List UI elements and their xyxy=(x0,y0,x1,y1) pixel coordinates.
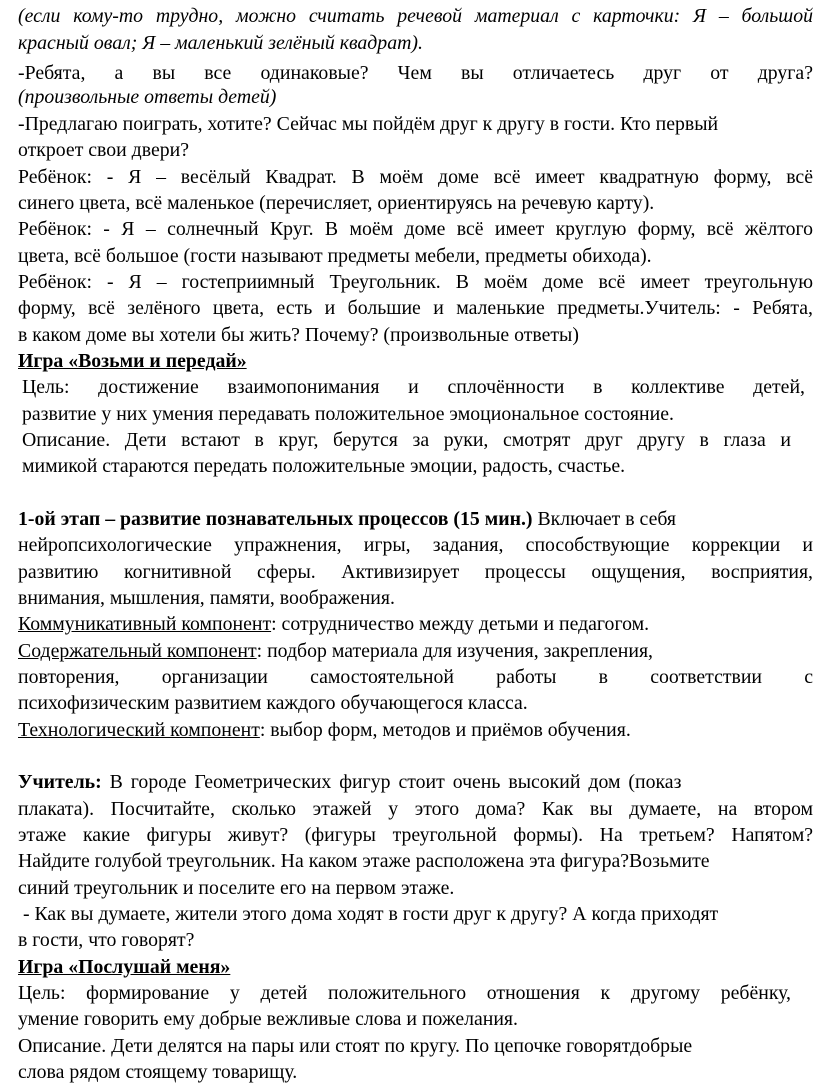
blank-line xyxy=(18,743,813,769)
section-heading: Игра «Возьми и передай» xyxy=(18,350,247,372)
text-line: Описание. Дети делятся на пары или стоят по кругу. По цепочке говорятдобрые xyxy=(18,1035,693,1057)
stage-text: Включает в себя xyxy=(532,508,677,530)
text-line: -Предлагаю поиграть, хотите? Сейчас мы пойдём друг к другу в гости. Кто первый xyxy=(18,113,719,135)
text-line xyxy=(18,611,813,637)
text-line: Описание. Дети встают в круг, берутся за руки, смотрят друг другу в глаза и xyxy=(22,429,791,451)
text-line: внимания, мышления, памяти, воображения. xyxy=(18,587,395,609)
text-line: Цель: достижение взаимопонимания и сплочённости в коллективе детей, xyxy=(22,376,805,398)
text-line: - Как вы думаете, жители этого дома ходят в гости друг к другу? А когда приходят xyxy=(18,903,719,925)
component-label: Содержательный компонент xyxy=(18,640,257,662)
text-line: красный овал; Я – маленький зелёный квадрат). xyxy=(18,32,423,54)
text-line: мимикой стараются передать положительные эмоции, радость, счастье. xyxy=(22,455,626,477)
teacher-label: Учитель: xyxy=(18,771,102,793)
text-line: в гости, что говорят? xyxy=(18,929,195,951)
text-line: Ребёнок: - Я – гостеприимный Треугольник. В моём доме всё имеет треугольную xyxy=(18,271,813,293)
text-line: Ребёнок: - Я – весёлый Квадрат. В моём доме всё имеет квадратную форму, всё xyxy=(18,166,813,188)
text-line: синего цвета, всё маленькое (перечисляет, ориентируясь на речевую карту). xyxy=(18,192,655,214)
component-text: : выбор форм, методов и приёмов обучения. xyxy=(259,719,631,741)
text-line xyxy=(18,717,813,743)
text-line: -Ребята, а вы все одинаковые? Чем вы отличаетесь друг от друга? xyxy=(18,62,813,84)
text-line xyxy=(18,638,813,664)
text-line: Ребёнок: - Я – солнечный Круг. В моём доме всё имеет круглую форму, всё жёлтого xyxy=(18,218,813,240)
text-line: психофизическим развитием каждого обучающегося класса. xyxy=(18,692,528,714)
text-line: в каком доме вы хотели бы жить? Почему? (произвольные ответы) xyxy=(18,324,579,346)
text-line xyxy=(18,769,813,795)
text-line: умение говорить ему добрые вежливые слова и пожелания. xyxy=(18,1008,518,1030)
text-line: развитие у них умения передавать положительное эмоциональное состояние. xyxy=(22,403,674,425)
component-label: Коммуникативный компонент xyxy=(18,613,272,635)
stage-title: 1-ой этап – развитие познавательных процессов (15 мин.) xyxy=(18,508,533,530)
text-line: откроет свои двери? xyxy=(18,139,190,161)
text-line: этаже какие фигуры живут? (фигуры треугольной формы). На третьем? Напятом? xyxy=(18,824,813,846)
text-line xyxy=(18,506,813,532)
component-text: : подбор материала для изучения, закрепления, xyxy=(256,640,654,662)
text-line: (если кому-то трудно, можно считать речевой материал с карточки: Я – большой xyxy=(18,5,813,27)
text-line: повторения, организации самостоятельной работы в соответствии с xyxy=(18,666,813,688)
teacher-text: В городе Геометрических фигур стоит очень высокий дом (показ xyxy=(101,771,682,793)
text-line: (произвольные ответы детей) xyxy=(18,86,277,108)
text-line: синий треугольник и поселите его на первом этаже. xyxy=(18,877,455,899)
section-heading: Игра «Послушай меня» xyxy=(18,956,231,978)
component-label: Технологический компонент xyxy=(18,719,260,741)
text-line: форму, всё зелёного цвета, есть и большие и маленькие предметы.Учитель: - Ребята, xyxy=(18,297,813,319)
blank-line xyxy=(18,480,813,506)
text-line: Цель: формирование у детей положительного отношения к другому ребёнку, xyxy=(18,982,791,1004)
text-line: плаката). Посчитайте, сколько этажей у этого дома? Как вы думаете, на втором xyxy=(18,798,813,820)
text-line: нейропсихологические упражнения, игры, задания, способствующие коррекции и xyxy=(18,534,813,556)
text-line: слова рядом стоящему товарищу. xyxy=(18,1061,298,1083)
text-line: цвета, всё большое (гости называют предметы мебели, предметы обихода). xyxy=(18,245,652,267)
component-text: : сотрудничество между детьми и педагогом. xyxy=(271,613,650,635)
text-line: развитию когнитивной сферы. Активизирует процессы ощущения, восприятия, xyxy=(18,561,813,583)
text-line: Найдите голубой треугольник. На каком этаже расположена эта фигура?Возьмите xyxy=(18,850,710,872)
